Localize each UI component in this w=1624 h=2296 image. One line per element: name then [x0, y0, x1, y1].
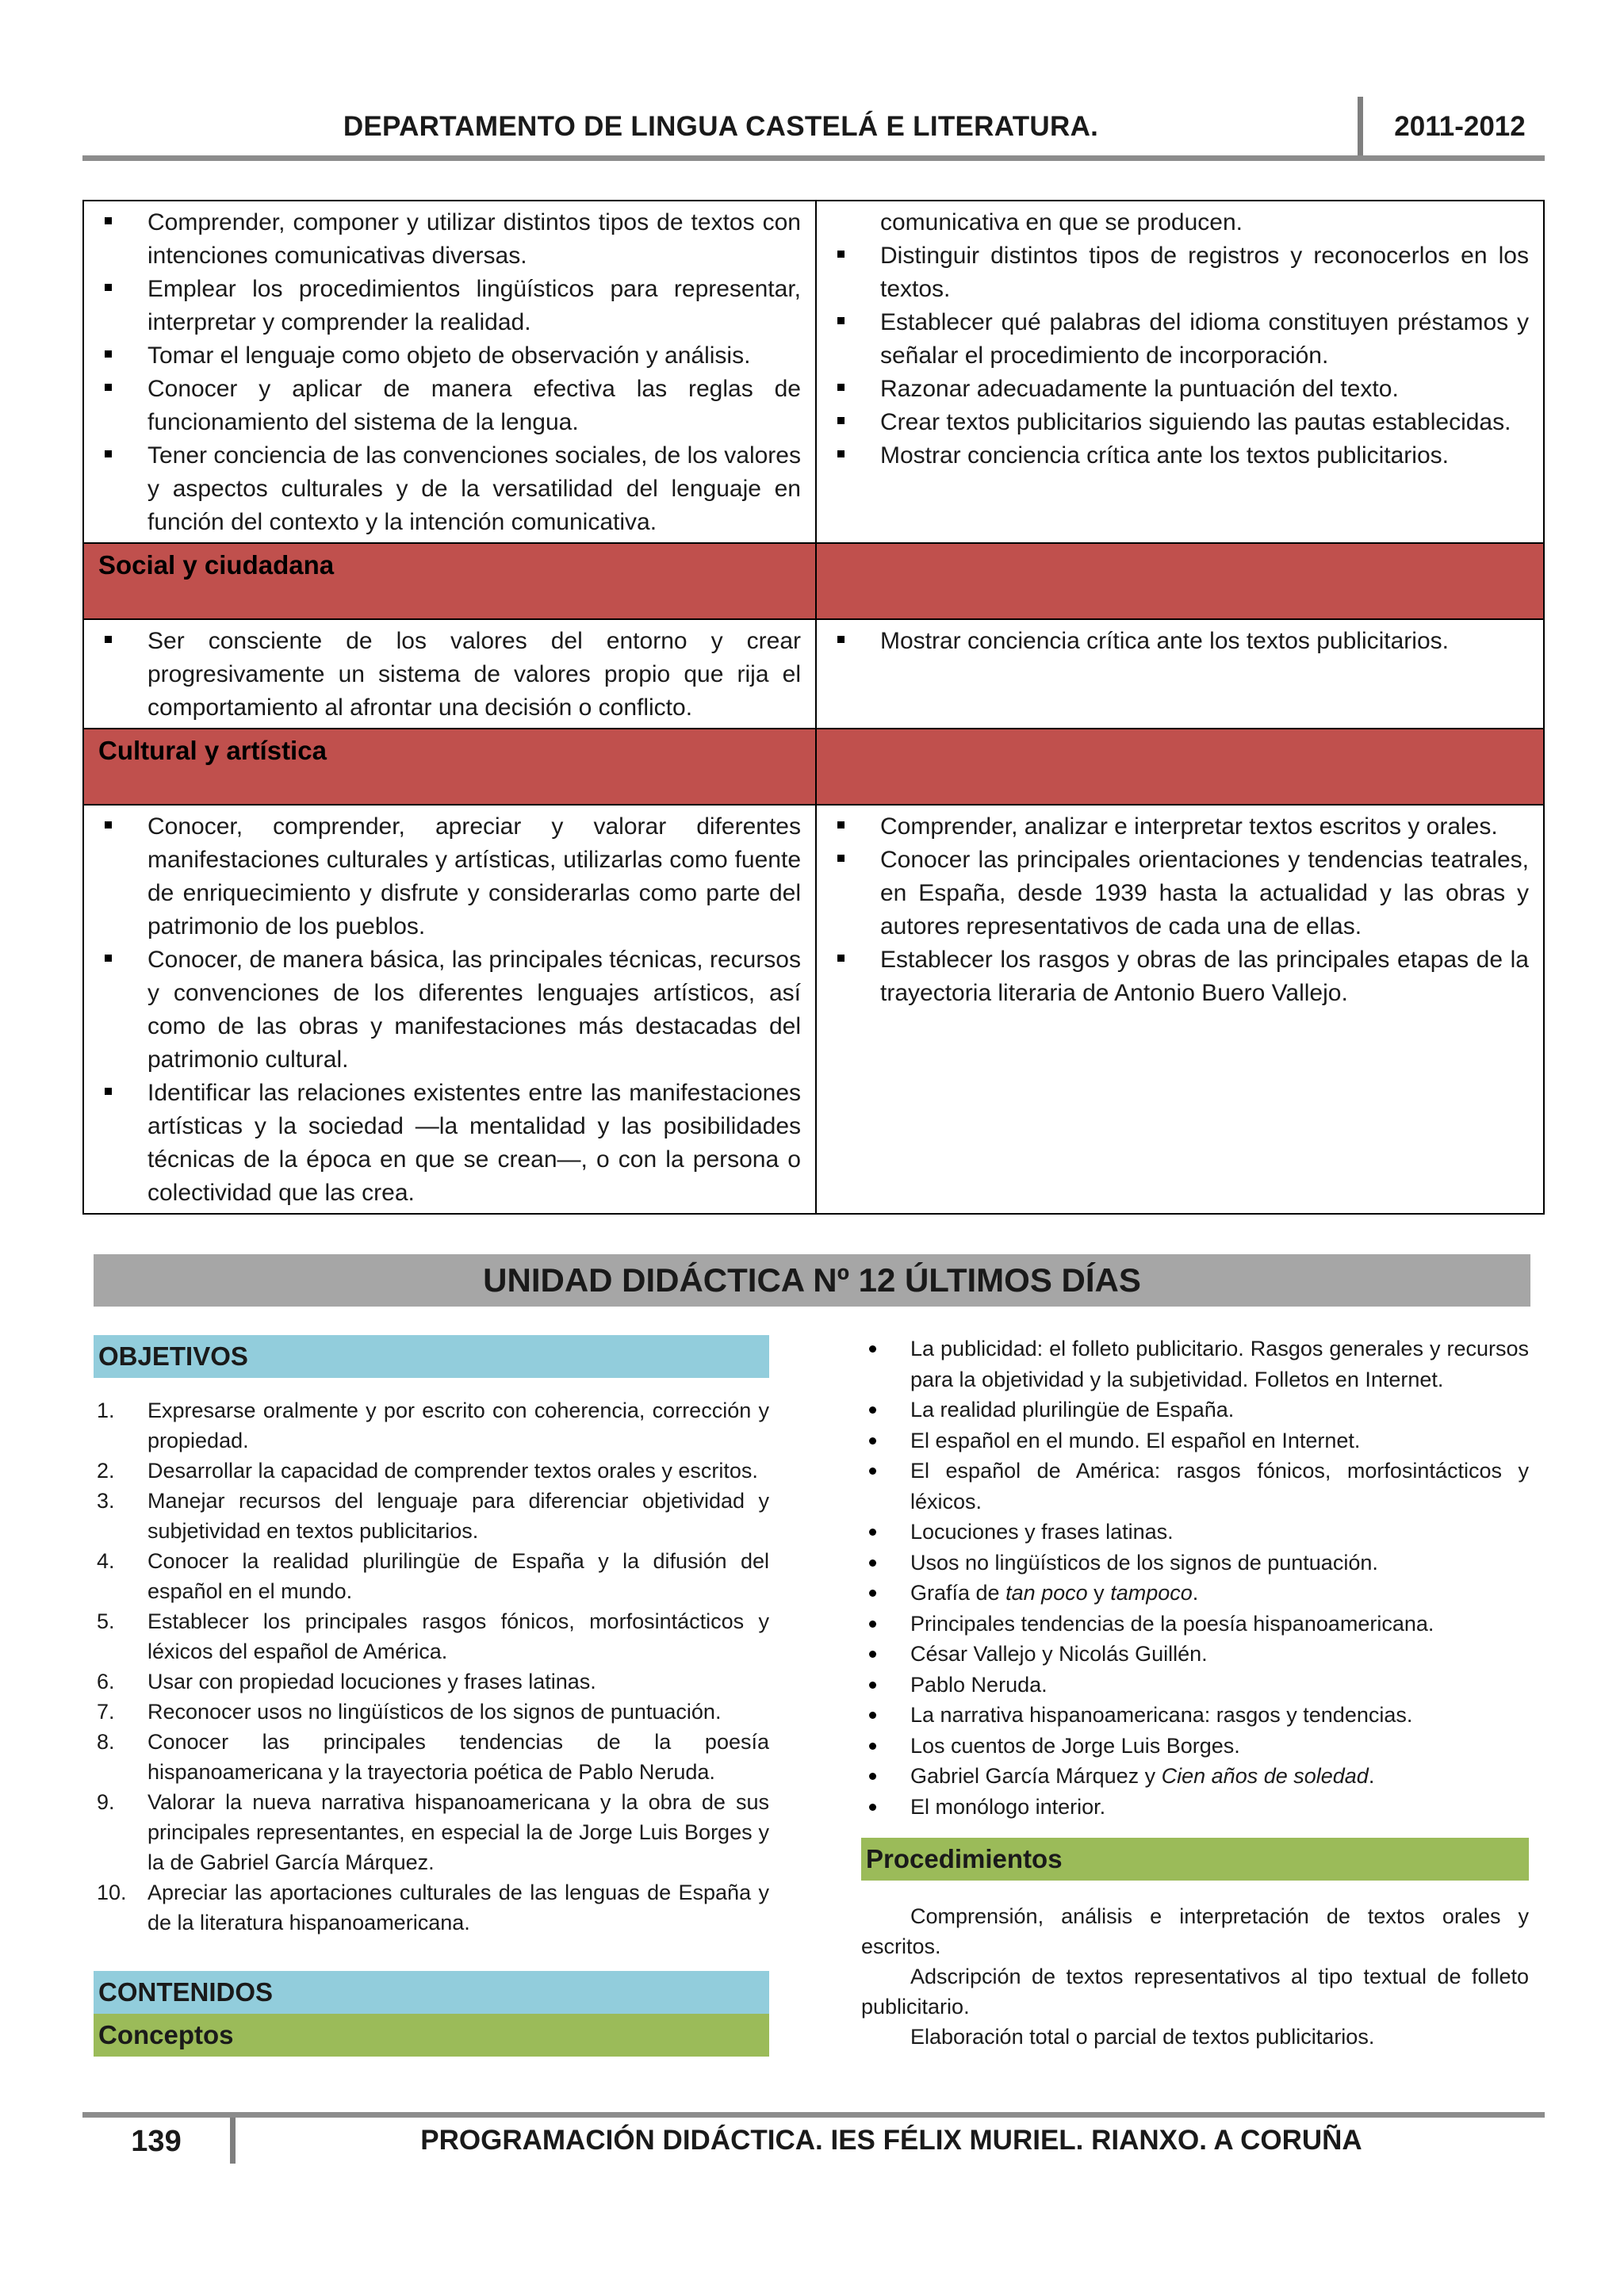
square-bullet-icon: [105, 821, 112, 828]
paragraph: Elaboración total o parcial de textos publicitarios.: [910, 2025, 1375, 2049]
list-item: Conocer, comprender, apreciar y valorar diferentes manifestaciones culturales y artísticas, utilizarlas como fuente de enriquecimiento y disfrute y considerarlas como parte del patrimonio de los pueblos.: [98, 810, 801, 943]
list-item: 7. Reconocer usos no lingüísticos de los signos de puntuación.: [97, 1700, 722, 1724]
round-bullet-icon: [869, 1743, 876, 1750]
list-item: La realidad plurilingüe de España.: [861, 1395, 1529, 1425]
competency-band-cultural: [83, 729, 1544, 805]
header-separator: [1358, 97, 1363, 160]
square-bullet-icon: [105, 384, 112, 391]
list-item: Mostrar conciencia crítica ante los textos publicitarios.: [831, 625, 1529, 658]
round-bullet-icon: [869, 1590, 876, 1597]
list-item: El español en el mundo. El español en Internet.: [861, 1425, 1529, 1456]
list-item: Establecer los rasgos y obras de las principales etapas de la trayectoria literaria de Antonio Buero Vallejo.: [831, 943, 1529, 1010]
list-item: Conocer las principales orientaciones y tendencias teatrales, en España, desde 1939 hasta la actualidad y las obras y autores representativos de cada una de ellas.: [831, 844, 1529, 943]
round-bullet-icon: [869, 1712, 876, 1719]
paragraph: Adscripción de textos representativos al tipo textual de folleto publicitario.: [861, 1965, 1529, 2019]
square-bullet-icon: [105, 284, 112, 291]
right-column: [861, 1334, 1529, 2052]
square-bullet-icon: [837, 417, 845, 424]
list-item: Razonar adecuadamente la puntuación del texto.: [831, 373, 1529, 406]
square-bullet-icon: [837, 251, 845, 258]
list-item: 3. Manejar recursos del lenguaje para diferenciar objetividad y subjetividad en textos publicitarios.: [97, 1489, 769, 1543]
header-year: 2011-2012: [1394, 111, 1526, 142]
competency-cell-left: [83, 619, 816, 729]
list-item: 6. Usar con propiedad locuciones y frases latinas.: [97, 1670, 596, 1693]
list-item: Locuciones y frases latinas.: [861, 1517, 1529, 1548]
competencies-table: [82, 200, 1545, 1215]
round-bullet-icon: [869, 1529, 876, 1536]
contenidos-heading: CONTENIDOS: [94, 1971, 769, 2014]
round-bullet-icon: [869, 1773, 876, 1780]
list-item: Distinguir distintos tipos de registros y reconocerlos en los textos.: [831, 239, 1529, 306]
round-bullet-icon: [869, 1406, 876, 1414]
square-bullet-icon: [105, 636, 112, 643]
square-bullet-icon: [837, 855, 845, 862]
list-item: Conocer y aplicar de manera efectiva las reglas de funcionamiento del sistema de la lengua.: [98, 373, 801, 439]
list-item: La publicidad: el folleto publicitario. Rasgos generales y recursos para la objetividad y la subjetividad. Folletos en Internet.: [861, 1334, 1529, 1395]
procedimientos-heading: Procedimientos: [861, 1838, 1529, 1881]
list-item: Grafía de tan poco y tampoco.: [861, 1578, 1529, 1609]
square-bullet-icon: [105, 1088, 112, 1095]
list-item: Los cuentos de Jorge Luis Borges.: [861, 1731, 1529, 1762]
list-item: 2. Desarrollar la capacidad de comprender textos orales y escritos.: [97, 1459, 758, 1483]
competency-band-social: [83, 543, 1544, 619]
conceptos-heading: Conceptos: [94, 2014, 769, 2057]
list-item: César Vallejo y Nicolás Guillén.: [861, 1639, 1529, 1670]
header-title: DEPARTAMENTO DE LINGUA CASTELÁ E LITERATURA.: [343, 111, 1099, 142]
competency-cell-right: [816, 201, 1544, 543]
square-bullet-icon: [105, 450, 112, 457]
square-bullet-icon: [105, 955, 112, 962]
footer-rule: [82, 2112, 1545, 2118]
band-label-cultural: Cultural y artística: [98, 736, 327, 765]
list-item: Pablo Neruda.: [861, 1670, 1529, 1701]
list-item: Comprender, componer y utilizar distintos tipos de textos con intenciones comunicativas diversas.: [98, 206, 801, 273]
list-item: 8. Conocer las principales tendencias de la poesía hispanoamericana y la trayectoria poética de Pablo Neruda.: [97, 1730, 769, 1784]
round-bullet-icon: [869, 1621, 876, 1628]
footer-title: PROGRAMACIÓN DIDÁCTICA. IES FÉLIX MURIEL. RIANXO. A CORUÑA: [420, 2125, 1362, 2156]
list-item: Emplear los procedimientos lingüísticos para representar, interpretar y comprender la realidad.: [98, 273, 801, 339]
competency-row: [83, 201, 1544, 543]
competency-cell-right: [816, 619, 1544, 729]
list-item: Tomar el lenguaje como objeto de observación y análisis.: [98, 339, 801, 373]
conceptos-list: [861, 1334, 1529, 1822]
list-item: Establecer qué palabras del idioma constituyen préstamos y señalar el procedimiento de incorporación.: [831, 306, 1529, 373]
square-bullet-icon: [837, 450, 845, 457]
square-bullet-icon: [837, 955, 845, 962]
list-item: La narrativa hispanoamericana: rasgos y tendencias.: [861, 1700, 1529, 1731]
page-number: 139: [131, 2125, 182, 2158]
square-bullet-icon: [837, 317, 845, 324]
objetivos-heading: OBJETIVOS: [94, 1335, 769, 1378]
square-bullet-icon: [837, 636, 845, 643]
competency-cell-left: [83, 201, 816, 543]
list-item: Crear textos publicitarios siguiendo las pautas establecidas.: [831, 406, 1529, 439]
list-item: Principales tendencias de la poesía hispanoamericana.: [861, 1609, 1529, 1640]
round-bullet-icon: [869, 1559, 876, 1567]
competency-cell-right: [816, 805, 1544, 1214]
left-column: [94, 1335, 769, 2057]
list-item: 5. Establecer los principales rasgos fónicos, morfosintácticos y léxicos del español de América.: [97, 1609, 769, 1663]
list-item: Usos no lingüísticos de los signos de puntuación.: [861, 1548, 1529, 1578]
list-item: Mostrar conciencia crítica ante los textos publicitarios.: [831, 439, 1529, 473]
round-bullet-icon: [869, 1804, 876, 1811]
procedimientos-text: [861, 1901, 1529, 2052]
competency-row: [83, 619, 1544, 729]
square-bullet-icon: [837, 384, 845, 391]
header-rule: [82, 155, 1545, 161]
list-item: 4. Conocer la realidad plurilingüe de España y la difusión del español en el mundo.: [97, 1549, 769, 1603]
competency-cell-left: [83, 805, 816, 1214]
round-bullet-icon: [869, 1682, 876, 1689]
round-bullet-icon: [869, 1651, 876, 1658]
footer-separator: [230, 2118, 236, 2164]
list-item: Gabriel García Márquez y Cien años de soledad.: [861, 1761, 1529, 1792]
list-item: 9. Valorar la nueva narrativa hispanoamericana y la obra de sus principales representantes, en especial la de Jorge Luis Borges y la de Gabriel García Márquez.: [97, 1790, 769, 1874]
list-item: El español de América: rasgos fónicos, morfosintácticos y léxicos.: [861, 1456, 1529, 1517]
round-bullet-icon: [869, 1468, 876, 1475]
square-bullet-icon: [105, 350, 112, 358]
list-item: Comprender, analizar e interpretar textos escritos y orales.: [831, 810, 1529, 844]
band-label-social: Social y ciudadana: [98, 550, 335, 580]
list-item: El monólogo interior.: [861, 1792, 1529, 1823]
round-bullet-icon: [869, 1345, 876, 1353]
square-bullet-icon: [837, 821, 845, 828]
list-item: Tener conciencia de las convenciones sociales, de los valores y aspectos culturales y de la versatilidad del lenguaje en función del contexto y la intención comunicativa.: [98, 439, 801, 539]
paragraph: Comprensión, análisis e interpretación de textos orales y escritos.: [861, 1904, 1529, 1958]
continuation-text: comunicativa en que se producen.: [880, 209, 1243, 235]
list-item: Ser consciente de los valores del entorno y crear progresivamente un sistema de valores propio que rija el comportamiento al afrontar una decisión o conflicto.: [98, 625, 801, 725]
list-item: Conocer, de manera básica, las principales técnicas, recursos y convenciones de los diferentes lenguajes artísticos, así como de las obras y manifestaciones más destacadas del patrimonio cultural.: [98, 943, 801, 1077]
objetivos-list: [94, 1395, 769, 1938]
competency-row: [83, 805, 1544, 1214]
list-item: Identificar las relaciones existentes entre las manifestaciones artísticas y la sociedad —la mentalidad y las posibilidades técnicas de la época en que se crean—, o con la persona o colectividad que las crea.: [98, 1077, 801, 1210]
round-bullet-icon: [869, 1437, 876, 1445]
unit-title: UNIDAD DIDÁCTICA Nº 12 ÚLTIMOS DÍAS: [94, 1254, 1530, 1307]
page-header: [82, 94, 1545, 160]
list-item: 1. Expresarse oralmente y por escrito con coherencia, corrección y propiedad.: [97, 1399, 769, 1452]
square-bullet-icon: [105, 217, 112, 224]
list-item: 10. Apreciar las aportaciones culturales de las lenguas de España y de la literatura hispanoamericana.: [97, 1881, 769, 1934]
